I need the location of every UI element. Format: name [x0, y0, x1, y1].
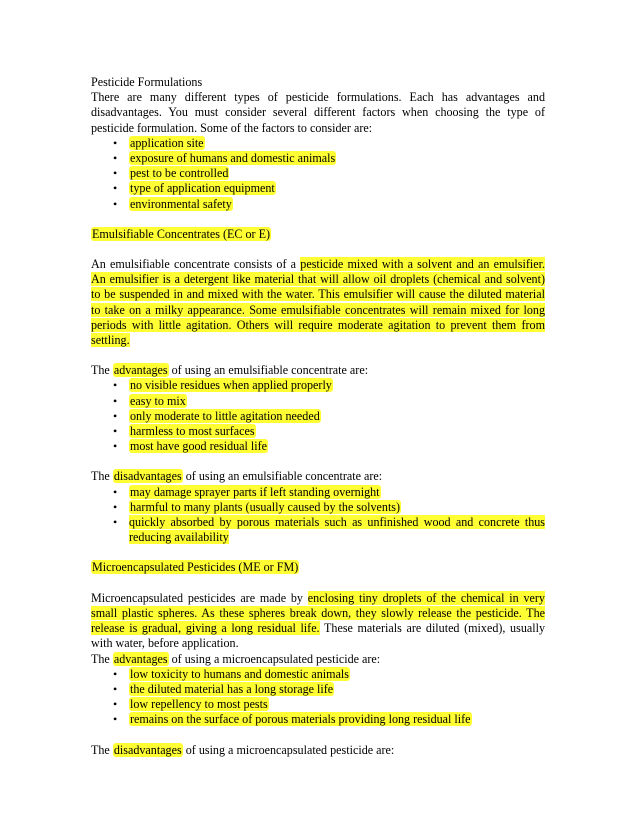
document-page [91, 75, 545, 758]
bullet-icon: • [113, 697, 118, 712]
ec-paragraph: An emulsifiable concentrate consists of a pesticide mixed with a solvent and an emulsifier. An emulsifier is a detergent like material that will allow oil droplets (chemical and solvent) to be suspended in and mixed with the water. This emulsifier will cause the diluted material to take on a milky appearance. Some emulsifiable concentrates will remain mixed for long periods with little agitation. Others will require moderate agitation to prevent them from settling. [91, 257, 545, 348]
ec-disadvantages-intro: The disadvantages of using an emulsifiable concentrate are: [91, 469, 383, 484]
bullet-icon: • [113, 484, 118, 499]
list-item: • pest to be controlled [113, 166, 229, 181]
bullet-icon: • [113, 166, 118, 181]
list-item: • easy to mix [113, 393, 186, 408]
list-item: • exposure of humans and domestic animals [113, 151, 336, 166]
list-item: • remains on the surface of porous materials providing long residual life [113, 712, 471, 727]
ec-advantages-intro: The advantages of using an emulsifiable concentrate are: [91, 363, 369, 378]
ec-disadvantages-list [91, 485, 545, 546]
list-item: • most have good residual life [113, 439, 268, 454]
me-heading: Microencapsulated Pesticides (ME or FM) [92, 560, 299, 575]
ec-heading: Emulsifiable Concentrates (EC or E) [92, 226, 270, 241]
list-item: • type of application equipment [113, 181, 275, 196]
list-item: • may damage sprayer parts if left standing overnight [113, 484, 380, 499]
bullet-icon: • [113, 378, 118, 393]
bullet-icon: • [113, 196, 118, 211]
list-item: • low toxicity to humans and domestic animals [113, 666, 349, 681]
list-item: • environmental safety [113, 196, 232, 211]
document-title: Pesticide Formulations [91, 75, 203, 89]
me-advantages-intro: The advantages of using a microencapsulated pesticide are: [91, 651, 381, 666]
bullet-icon: • [113, 135, 118, 150]
bullet-icon: • [113, 515, 118, 530]
list-item: • only moderate to little agitation needed [113, 408, 320, 423]
intro-paragraph: There are many different types of pesticide formulations. Each has advantages and disadvantages. You must consider several different factors when choosing the type of pesticide formulation. Some of the factors to consider are: [91, 90, 545, 135]
list-item: • quickly absorbed by porous materials such as unfinished wood and concrete thus reducing availability [113, 515, 545, 545]
bullet-icon: • [113, 151, 118, 166]
list-item: • low repellency to most pests [113, 697, 268, 712]
list-item: • harmless to most surfaces [113, 424, 255, 439]
factors-list [91, 136, 545, 212]
list-item: • no visible residues when applied properly [113, 378, 332, 393]
bullet-icon: • [113, 439, 118, 454]
me-advantages-list [91, 667, 545, 728]
bullet-icon: • [113, 424, 118, 439]
bullet-icon: • [113, 712, 118, 727]
bullet-icon: • [113, 681, 118, 696]
bullet-icon: • [113, 181, 118, 196]
list-item: • application site [113, 135, 204, 150]
bullet-icon: • [113, 393, 118, 408]
bullet-icon: • [113, 499, 118, 514]
me-disadvantages-intro: The disadvantages of using a microencapsulated pesticide are: [91, 742, 395, 757]
list-item: • harmful to many plants (usually caused by the solvents) [113, 499, 401, 514]
bullet-icon: • [113, 666, 118, 681]
me-paragraph: Microencapsulated pesticides are made by enclosing tiny droplets of the chemical in very small plastic spheres. As these spheres break down, they slowly release the pesticide. The release is gradual, giving a long residual life. These materials are diluted (mixed), usually with water, before application. [91, 590, 545, 651]
list-item: • the diluted material has a long storage life [113, 681, 334, 696]
ec-advantages-list [91, 378, 545, 454]
bullet-icon: • [113, 408, 118, 423]
